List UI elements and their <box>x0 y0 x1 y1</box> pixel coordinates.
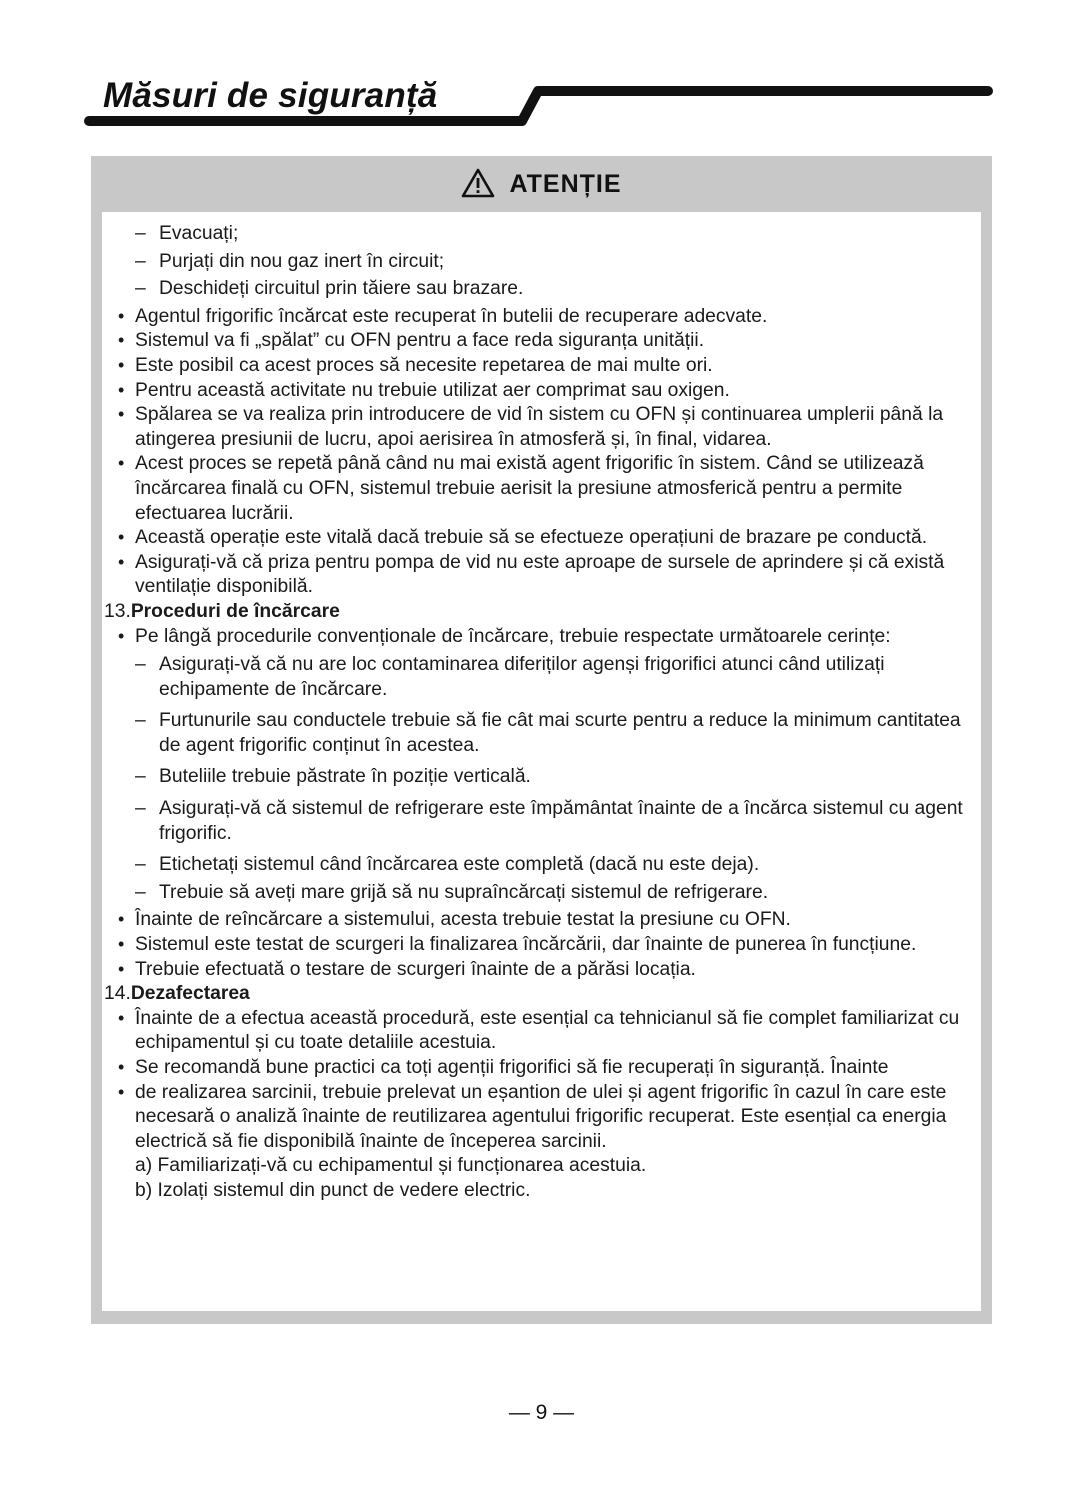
dash-marker: – <box>135 766 146 788</box>
list-item <box>102 797 981 846</box>
item-text: Acest proces se repetă până când nu mai există agent frigorific în sistem. Când se utilizează încărcarea finală cu OFN, sistemul trebuie aerisit la presiune atmosferică pentru a permite efectuarea lucrării. <box>135 453 924 524</box>
list-item <box>102 379 981 404</box>
attention-body <box>102 212 981 1311</box>
item-text: Această operație este vitală dacă trebuie să se efectueze operațiuni de brazare pe conductă. <box>135 527 928 549</box>
list-item <box>102 551 981 600</box>
list-item <box>102 277 981 302</box>
item-text: Trebuie efectuată o testare de scurgeri înainte de a părăsi locația. <box>135 958 696 980</box>
item-text: Este posibil ca acest proces să necesite repetarea de mai multe ori. <box>135 354 713 376</box>
header-rule <box>0 0 1083 140</box>
list-item <box>102 250 981 275</box>
list-item <box>102 653 981 702</box>
list-item <box>102 1007 981 1056</box>
warning-triangle-icon <box>461 168 495 198</box>
bullet-marker: • <box>118 1081 125 1102</box>
bullet-marker: • <box>118 404 125 425</box>
dash-marker: – <box>135 798 146 820</box>
bullet-marker: • <box>118 1057 125 1077</box>
list-item <box>102 853 981 878</box>
list-item <box>102 933 981 958</box>
list-item <box>102 1081 981 1155</box>
bullet-marker: • <box>118 354 125 375</box>
dash-marker: – <box>135 250 146 272</box>
section-title: Proceduri de încărcare <box>130 600 340 622</box>
item-text: Înainte de reîncărcare a sistemului, acesta trebuie testat la presiune cu OFN. <box>135 909 791 931</box>
item-text: Asigurați-vă că sistemul de refrigerare este împământat înainte de a încărca sistemul cu agent frigorific. <box>159 798 963 844</box>
item-text: Pe lângă procedurile convenționale de încărcare, trebuie respectate următoarele cerințe: <box>135 625 891 647</box>
attention-header <box>91 156 992 212</box>
item-text: Asigurați-vă că nu are loc contaminarea diferiților agenși frigorifici atunci când utilizați echipamente de încărcare. <box>159 654 885 700</box>
bullet-marker: • <box>118 934 125 955</box>
dash-marker: – <box>135 710 146 732</box>
section-number: 13. <box>104 600 131 622</box>
list-item <box>102 709 981 758</box>
list-item <box>102 958 981 983</box>
attention-heading: ATENȚIE <box>509 169 622 198</box>
list-item <box>102 881 981 906</box>
item-text: Spălarea se va realiza prin introducere de vid în sistem cu OFN și continuarea umplerii până la atingerea presiunii de lucru, apoi aerisirea în atmosferă și, în final, vidarea. <box>135 404 944 450</box>
dash-marker: – <box>135 854 146 876</box>
lettered-item: b) Izolați sistemul din punct de vedere electric. <box>135 1179 531 1201</box>
item-text: de realizarea sarcinii, trebuie prelevat un eșantion de ulei și agent frigorific în cazul în care este necesară o analiză înainte de reutilizarea agentului frigorific recuperat. Este esențial ca energia electrică să fie disponibilă înainte de începerea sarcinii. <box>135 1081 947 1152</box>
bullet-marker: • <box>118 958 125 979</box>
dash-marker: – <box>135 881 146 903</box>
list-item <box>102 403 981 452</box>
section-heading-14 <box>102 982 981 1007</box>
attention-box <box>91 156 992 1324</box>
item-text: Se recomandă bune practici ca toți agenții frigorifici să fie recuperați în siguranță. Înainte <box>135 1057 889 1078</box>
item-text: Deschideți circuitul prin tăiere sau brazare. <box>159 278 524 300</box>
item-text: Etichetați sistemul când încărcarea este completă (dacă nu este deja). <box>159 854 760 876</box>
list-item <box>102 1056 981 1081</box>
bullet-marker: • <box>118 330 125 351</box>
list-item <box>102 908 981 933</box>
item-text: Sistemul va fi „spălat” cu OFN pentru a face reda siguranța unității. <box>135 330 705 352</box>
list-item <box>102 222 981 247</box>
page-number: — 9 — <box>508 1401 575 1424</box>
list-item <box>102 452 981 526</box>
item-text: Trebuie să aveți mare grijă să nu supraîncărcați sistemul de refrigerare. <box>159 881 769 903</box>
bullet-marker: • <box>118 379 125 400</box>
list-item <box>102 765 981 790</box>
lettered-item: a) Familiarizați-vă cu echipamentul și funcționarea acestuia. <box>135 1155 647 1177</box>
bullet-marker: • <box>118 527 125 548</box>
section-heading-13 <box>102 600 981 625</box>
section-title: Dezafectarea <box>130 983 250 1005</box>
item-text: Buteliile trebuie păstrate în poziție verticală. <box>159 766 531 788</box>
item-text: Înainte de a efectua această procedură, este esențial ca tehnicianul să fie complet familiarizat cu echipamentul și cu toate detaliile acestuia. <box>135 1007 960 1054</box>
bullet-marker: • <box>118 909 125 930</box>
bullet-marker: • <box>118 453 125 474</box>
page-title: Măsuri de siguranță <box>103 76 438 115</box>
bullet-marker: • <box>118 305 125 326</box>
list-item <box>102 526 981 551</box>
item-text: Furtunurile sau conductele trebuie să fie cât mai scurte pentru a reduce la minimum cantitatea de agent frigorific conținut în acestea. <box>159 710 961 756</box>
dash-marker: – <box>135 278 146 300</box>
bullet-marker: • <box>118 551 125 572</box>
item-text: Evacuați; <box>159 223 239 244</box>
item-text: Pentru această activitate nu trebuie utilizat aer comprimat sau oxigen. <box>135 379 730 401</box>
item-text: Purjați din nou gaz inert în circuit; <box>159 250 445 272</box>
bullet-marker: • <box>118 1007 125 1028</box>
dash-marker: – <box>135 654 146 676</box>
item-text: Asigurați-vă că priza pentru pompa de vid nu este aproape de sursele de aprindere și că există ventilație disponibilă. <box>135 551 945 598</box>
list-item <box>102 354 981 379</box>
item-text: Sistemul este testat de scurgeri la finalizarea încărcării, dar înainte de punerea în funcțiune. <box>135 934 917 956</box>
item-text: Agentul frigorific încărcat este recuperat în butelii de recuperare adecvate. <box>135 305 768 327</box>
list-item <box>102 625 981 650</box>
list-item <box>102 305 981 330</box>
dash-marker: – <box>135 223 146 244</box>
section-number: 14. <box>104 983 131 1005</box>
list-item <box>102 329 981 354</box>
bullet-marker: • <box>118 625 125 646</box>
